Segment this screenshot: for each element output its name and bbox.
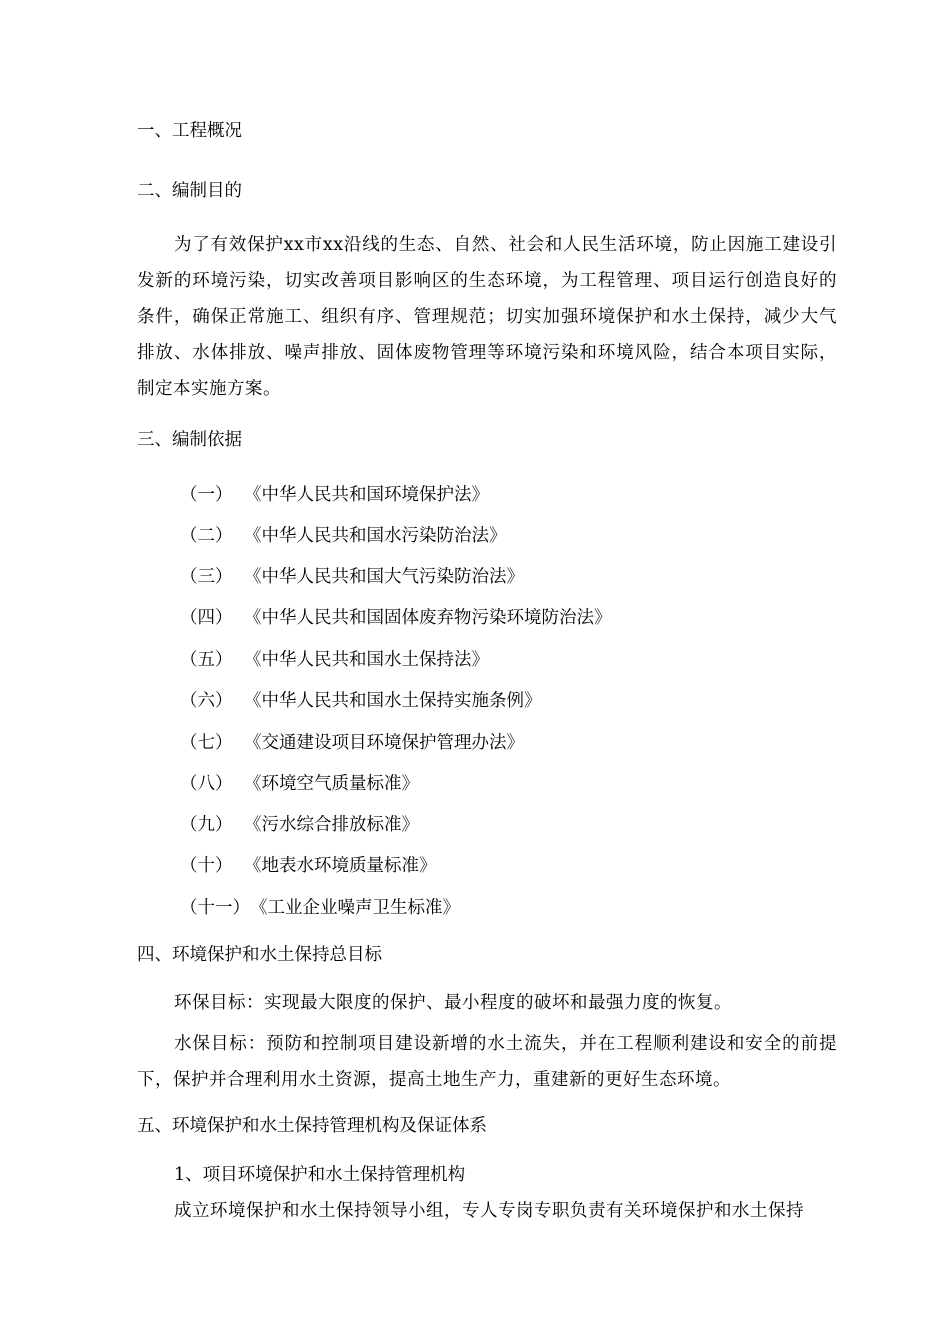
list-item-number: （八） (180, 774, 233, 794)
list-item-number: （四） (180, 608, 233, 628)
list-item-number: （一） (180, 485, 233, 505)
list-item (180, 689, 542, 713)
list-item-number: （十一） (180, 898, 250, 918)
purpose-paragraph: 为了有效保护xx市xx沿线的生态、自然、社会和人民生活环境，防止因施工建设引发新的环境污染，切实改善项目影响区的生态环境，为工程管理、项目运行创造良好的条件，确保正常施工、组织有序、管理规范；切实加强环境保护和水土保持，减少大气排放、水体排放、噪声排放、固体废物管理等环境污染和环境风险，结合本项目实际，制定本实施方案。 (137, 235, 837, 399)
section-heading-overview: 一、工程概况 (137, 121, 242, 141)
list-item-text: 《中华人民共和国水污染防治法》 (244, 526, 507, 546)
list-item (180, 648, 489, 672)
management-paragraph: 成立环境保护和水土保持领导小组，专人专岗专职负责有关环境保护和水土保持 (174, 1201, 804, 1221)
list-item-text: 《工业企业噪声卫生标准》 (250, 898, 460, 918)
list-item-text: 《交通建设项目环境保护管理办法》 (244, 733, 524, 753)
section-heading-goals: 四、环境保护和水土保持总目标 (137, 945, 382, 965)
list-item-text: 《地表水环境质量标准》 (244, 856, 437, 876)
list-item-text: 《中华人民共和国水土保持法》 (244, 650, 489, 670)
list-item (180, 606, 612, 630)
list-item-text: 《中华人民共和国环境保护法》 (244, 485, 489, 505)
list-item-number: （二） (180, 526, 233, 546)
list-item (180, 565, 524, 589)
section-heading-organization: 五、环境保护和水土保持管理机构及保证体系 (137, 1116, 487, 1136)
list-item-number: （九） (180, 815, 233, 835)
water-goal-paragraph: 水保目标：预防和控制项目建设新增的水土流失，并在工程顺利建设和安全的前提下，保护并合理利用水土资源，提高土地生产力，重建新的更好生态环境。 (137, 1034, 837, 1090)
list-item (180, 813, 419, 837)
list-item (180, 731, 524, 755)
list-item-text: 《中华人民共和国大气污染防治法》 (244, 567, 524, 587)
list-item-text: 《中华人民共和国水土保持实施条例》 (244, 691, 542, 711)
section-heading-purpose: 二、编制目的 (137, 181, 242, 201)
subsection-heading-management: 1、项目环境保护和水土保持管理机构 (174, 1165, 466, 1185)
list-item-text: 《污水综合排放标准》 (244, 815, 419, 835)
list-item-number: （七） (180, 733, 233, 753)
list-item-text: 《中华人民共和国固体废弃物污染环境防治法》 (244, 608, 612, 628)
list-item-number: （三） (180, 567, 233, 587)
list-item (180, 896, 460, 920)
list-item-number: （六） (180, 691, 233, 711)
list-item (180, 772, 419, 796)
list-item (180, 483, 489, 507)
list-item (180, 524, 507, 548)
list-item-number: （五） (180, 650, 233, 670)
env-goal-paragraph: 环保目标：实现最大限度的保护、最小程度的破坏和最强力度的恢复。 (174, 993, 732, 1013)
list-item (180, 854, 437, 878)
list-item-number: （十） (180, 856, 233, 876)
section-heading-basis: 三、编制依据 (137, 430, 242, 450)
list-item-text: 《环境空气质量标准》 (244, 774, 419, 794)
